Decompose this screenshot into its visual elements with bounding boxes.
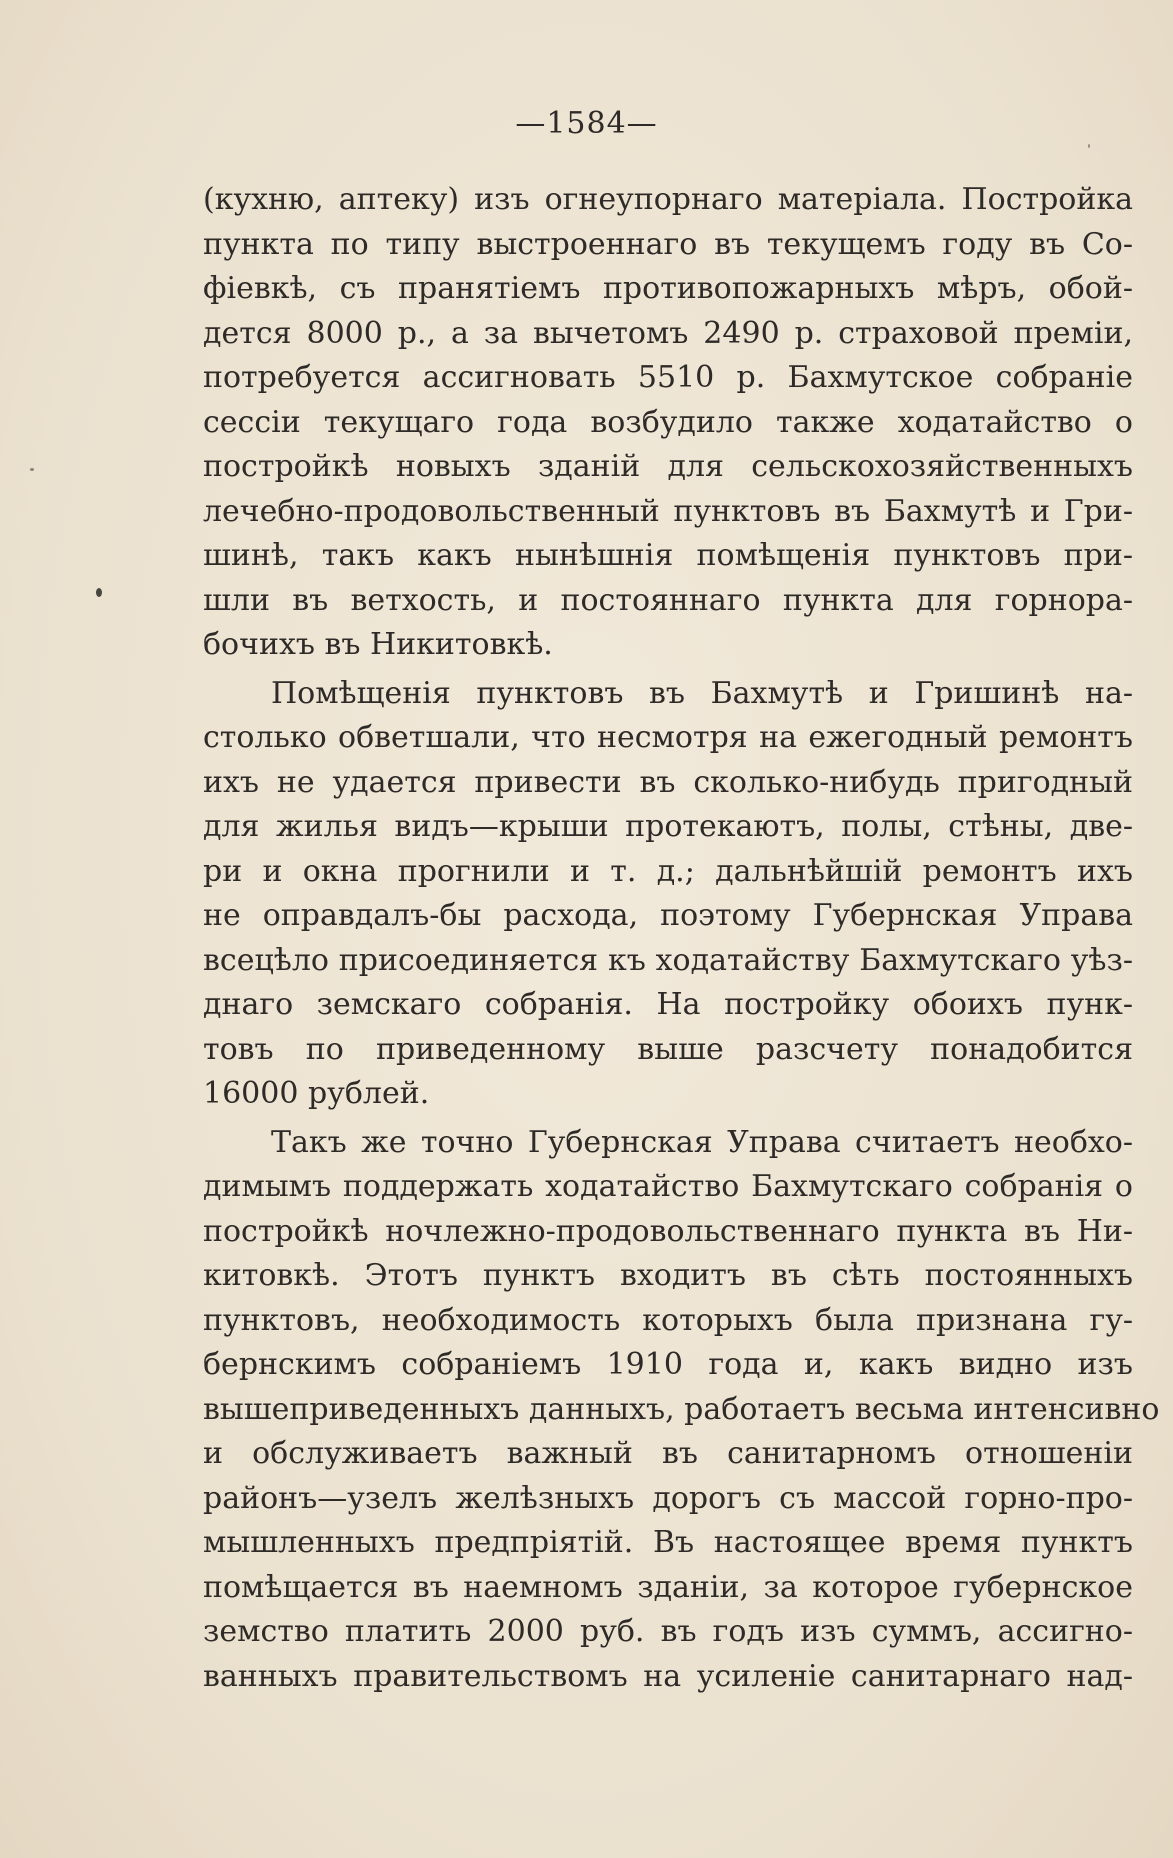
text-line: Такъ же точно Губернская Управа считаетъ необхо- <box>271 1124 1133 1160</box>
text-line: помѣщается въ наемномъ зданіи, за которое губернское <box>203 1569 1133 1605</box>
text-line: сессіи текущаго года возбудило также ходатайство о <box>203 404 1133 440</box>
text-line: постройкѣ новыхъ зданій для сельскохозяйственныхъ <box>203 449 1133 484</box>
text-line: всецѣло присоединяется къ ходатайству Бахмутскаго уѣз- <box>203 942 1133 978</box>
paragraph-2 <box>203 672 1133 1117</box>
text-line: дется 8000 р., а за вычетомъ 2490 р. страховой преміи, <box>203 315 1133 351</box>
scan-speck <box>1088 144 1090 148</box>
text-line: мышленныхъ предпріятій. Въ настоящее время пунктъ <box>203 1525 1133 1560</box>
text-line: ванныхъ правительствомъ на усиленіе санитарнаго над- <box>203 1658 1133 1694</box>
text-line: пункта по типу выстроеннаго въ текущемъ году въ Со- <box>203 226 1133 262</box>
scan-speck <box>96 588 102 597</box>
body-text <box>203 178 1160 1699</box>
text-line: потребуется ассигновать 5510 р. Бахмутское собраніе <box>203 360 1133 395</box>
text-line: ри и окна прогнили и т. д.; дальнѣйшій ремонтъ ихъ <box>203 853 1133 889</box>
text-line: 16000 рублей. <box>203 1076 430 1111</box>
text-line: ихъ не удается привести въ сколько-нибудь пригодный <box>203 764 1133 800</box>
text-line: фіевкѣ, съ пранятіемъ противопожарныхъ мѣръ, обой- <box>203 271 1133 306</box>
text-line: Помѣщенія пунктовъ въ Бахмутѣ и Гришинѣ на- <box>271 675 1133 711</box>
text-line: бернскимъ собраніемъ 1910 года и, какъ видно изъ <box>203 1347 1133 1382</box>
text-line: димымъ поддержать ходатайство Бахмутскаго собранія о <box>203 1169 1133 1204</box>
text-line: лечебно-продовольственный пунктовъ въ Бахмутѣ и Гри- <box>203 493 1133 529</box>
scan-speck <box>30 468 34 471</box>
page-number: —1584— <box>515 106 658 141</box>
text-line: бочихъ въ Никитовкѣ. <box>203 627 553 662</box>
text-line: районъ—узелъ желѣзныхъ дорогъ съ массой горно-про- <box>203 1480 1133 1516</box>
text-line: пунктовъ, необходимость которыхъ была признана гу- <box>203 1302 1133 1338</box>
text-line: столько обветшали, что несмотря на ежегодный ремонтъ <box>203 720 1133 755</box>
paragraph-3 <box>203 1121 1160 1700</box>
text-line: (кухню, аптеку) изъ огнеупорнаго матеріала. Постройка <box>203 182 1133 217</box>
text-line: вышеприведенныхъ данныхъ, работаетъ весьма интенсивно <box>203 1391 1160 1427</box>
paragraph-1 <box>203 178 1133 668</box>
text-line: земство платить 2000 руб. въ годъ изъ суммъ, ассигно- <box>203 1614 1133 1649</box>
text-line: шли въ ветхость, и постояннаго пункта для горнора- <box>203 582 1133 618</box>
text-line: днаго земскаго собранія. На постройку обоихъ пунк- <box>203 987 1133 1022</box>
text-line: товъ по приведенному выше разсчету понадобится <box>203 1031 1133 1067</box>
text-line: для жилья видъ—крыши протекаютъ, полы, стѣны, две- <box>203 809 1133 844</box>
text-line: шинѣ, такъ какъ нынѣшнія помѣщенія пунктовъ при- <box>203 538 1133 573</box>
text-line: и обслуживаетъ важный въ санитарномъ отношеніи <box>203 1436 1133 1471</box>
text-line: не оправдалъ-бы расхода, поэтому Губернская Управа <box>203 898 1133 933</box>
text-line: китовкѣ. Этотъ пунктъ входитъ въ сѣть постоянныхъ <box>203 1258 1133 1293</box>
text-line: постройкѣ ночлежно-продовольственнаго пункта въ Ни- <box>203 1213 1133 1249</box>
